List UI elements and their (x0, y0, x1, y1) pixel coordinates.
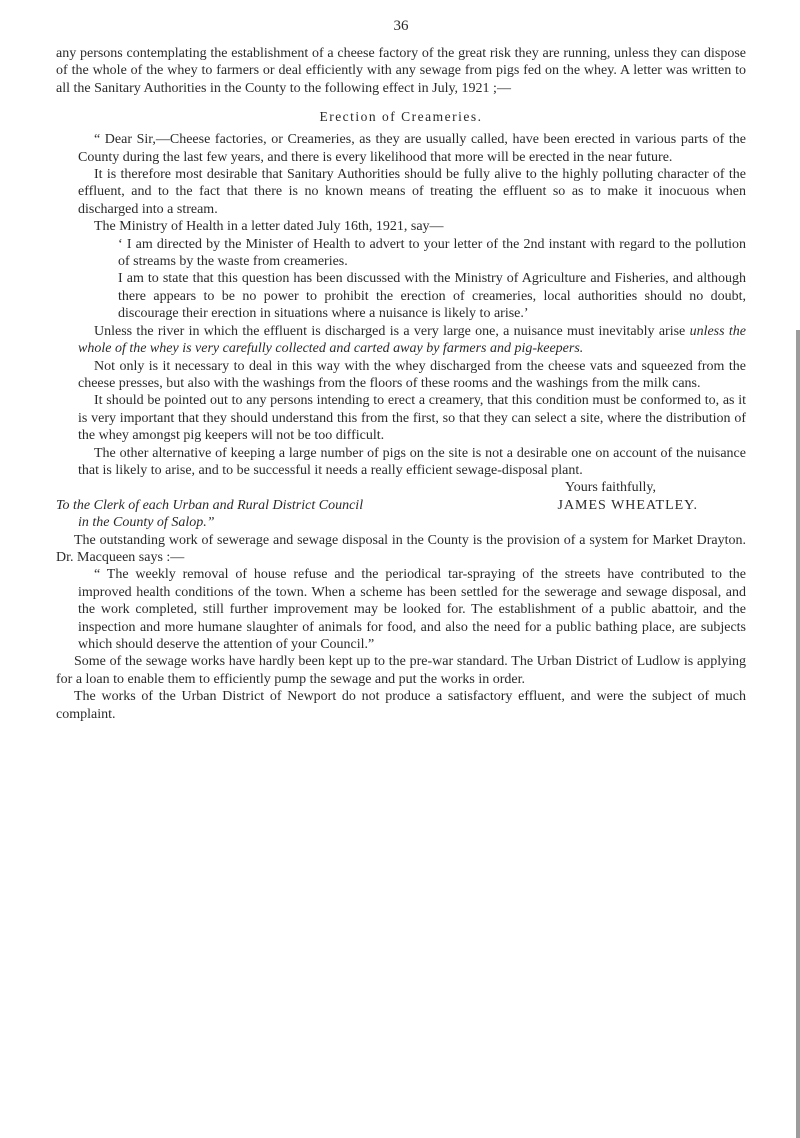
ministry-quote-2: I am to state that this question has been discussed with the Ministry of Agriculture and Fisheries, and although there appears to be no power to prohibit the erection of creameries, local authorities should no doubt, discourage their erection in situations where a nuisance is likely to arise.’ (118, 271, 746, 322)
page-edge-shadow (796, 330, 800, 1138)
signature: JAMES WHEATLEY. (557, 497, 698, 513)
addressee-line-1: To the Clerk of each Urban and Rural District Council (56, 497, 364, 513)
paragraph-4-emphasis: unless the whole of the whey is very carefully collected and carted away by farmers and pig-keepers. (78, 323, 746, 357)
ministry-quote-1: ‘ I am directed by the Minister of Health to advert to your letter of the 2nd instant with regard to the pollution of streams by the waste from creameries. (118, 236, 746, 270)
paragraph-4-text: Unless the river in which the effluent is discharged is a very large one, a nuisance must inevitably arise (94, 323, 690, 339)
macqueen-quote: “ The weekly removal of house refuse and the periodical tar-spraying of the streets have contributed to the improved health conditions of the town. When a scheme has been settled for the sewerage and sewage disposal, and the work completed, still further improvement may be looked for. The establishment of a public abattoir, and the inspection and more humane slaughter of animals for food, and also the need for a public bathing place, are subjects which should deserve the attention of your Council.” (78, 567, 746, 652)
letter-block (56, 131, 746, 479)
paragraph-ludlow: Some of the sewage works have hardly been kept up to the pre-war standard. The Urban District of Ludlow is applying for a loan to enable them to efficiently pump the sewage and put the works in order. (56, 654, 746, 687)
letter-paragraph-5: Not only is it necessary to deal in this way with the whey discharged from the cheese vats and squeezed from the cheese presses, but also with the washings from the floors of these rooms and the washings from the milk cans. (78, 358, 746, 391)
letter-paragraph-1: “ Dear Sir,—Cheese factories, or Creameries, as they are usually called, have been erected in various parts of the County during the last few years, and there is every likelihood that more will be erected in the near future. (78, 132, 746, 165)
letter-paragraph-4 (78, 323, 746, 358)
addressee-line-2: in the County of Salop.” (78, 515, 215, 531)
section-heading: Erection of Creameries. (319, 109, 483, 125)
letter-closing: Yours faithfully, (564, 480, 656, 496)
letter-paragraph-2: It is therefore most desirable that Sanitary Authorities should be fully alive to the highly polluting character of the effluent, and to the fact that there is no known means of treating the effluent so as to make it inocuous when discharged into a stream. (78, 167, 746, 217)
addressee-signature-line (56, 497, 746, 514)
intro-paragraph: any persons contemplating the establishment of a cheese factory of the great risk they are running, unless they can dispose of the whole of the whey to farmers or deal efficiently with any sewage from pigs fed on the whey. A letter was written to all the Sanitary Authorities in the County to the following effect in July, 1921 ;— (56, 46, 746, 96)
ministry-quote (78, 236, 746, 323)
letter-paragraph-7: The other alternative of keeping a large number of pigs on the site is not a desirable one on account of the nuisance that is likely to arise, and to be successful it needs a really efficient sewage-disposal plant. (78, 445, 746, 478)
paragraph-newport: The works of the Urban District of Newport do not produce a satisfactory effluent, and were the subject of much complaint. (56, 689, 746, 722)
macqueen-quote-block (56, 566, 746, 653)
letter-paragraph-3: The Ministry of Health in a letter dated July 16th, 1921, say— (94, 219, 444, 235)
page-number: 36 (393, 18, 409, 34)
document-page (56, 18, 746, 723)
letter-paragraph-6: It should be pointed out to any persons intending to erect a creamery, that this condition must be conformed to, as it is very important that they should understand this from the first, so that they can select a site, where the distribution of the whey amongst pig keepers will not be too difficult. (78, 393, 746, 444)
paragraph-market-drayton: The outstanding work of sewerage and sewage disposal in the County is the provision of a system for Market Drayton. Dr. Macqueen says :— (56, 532, 746, 565)
